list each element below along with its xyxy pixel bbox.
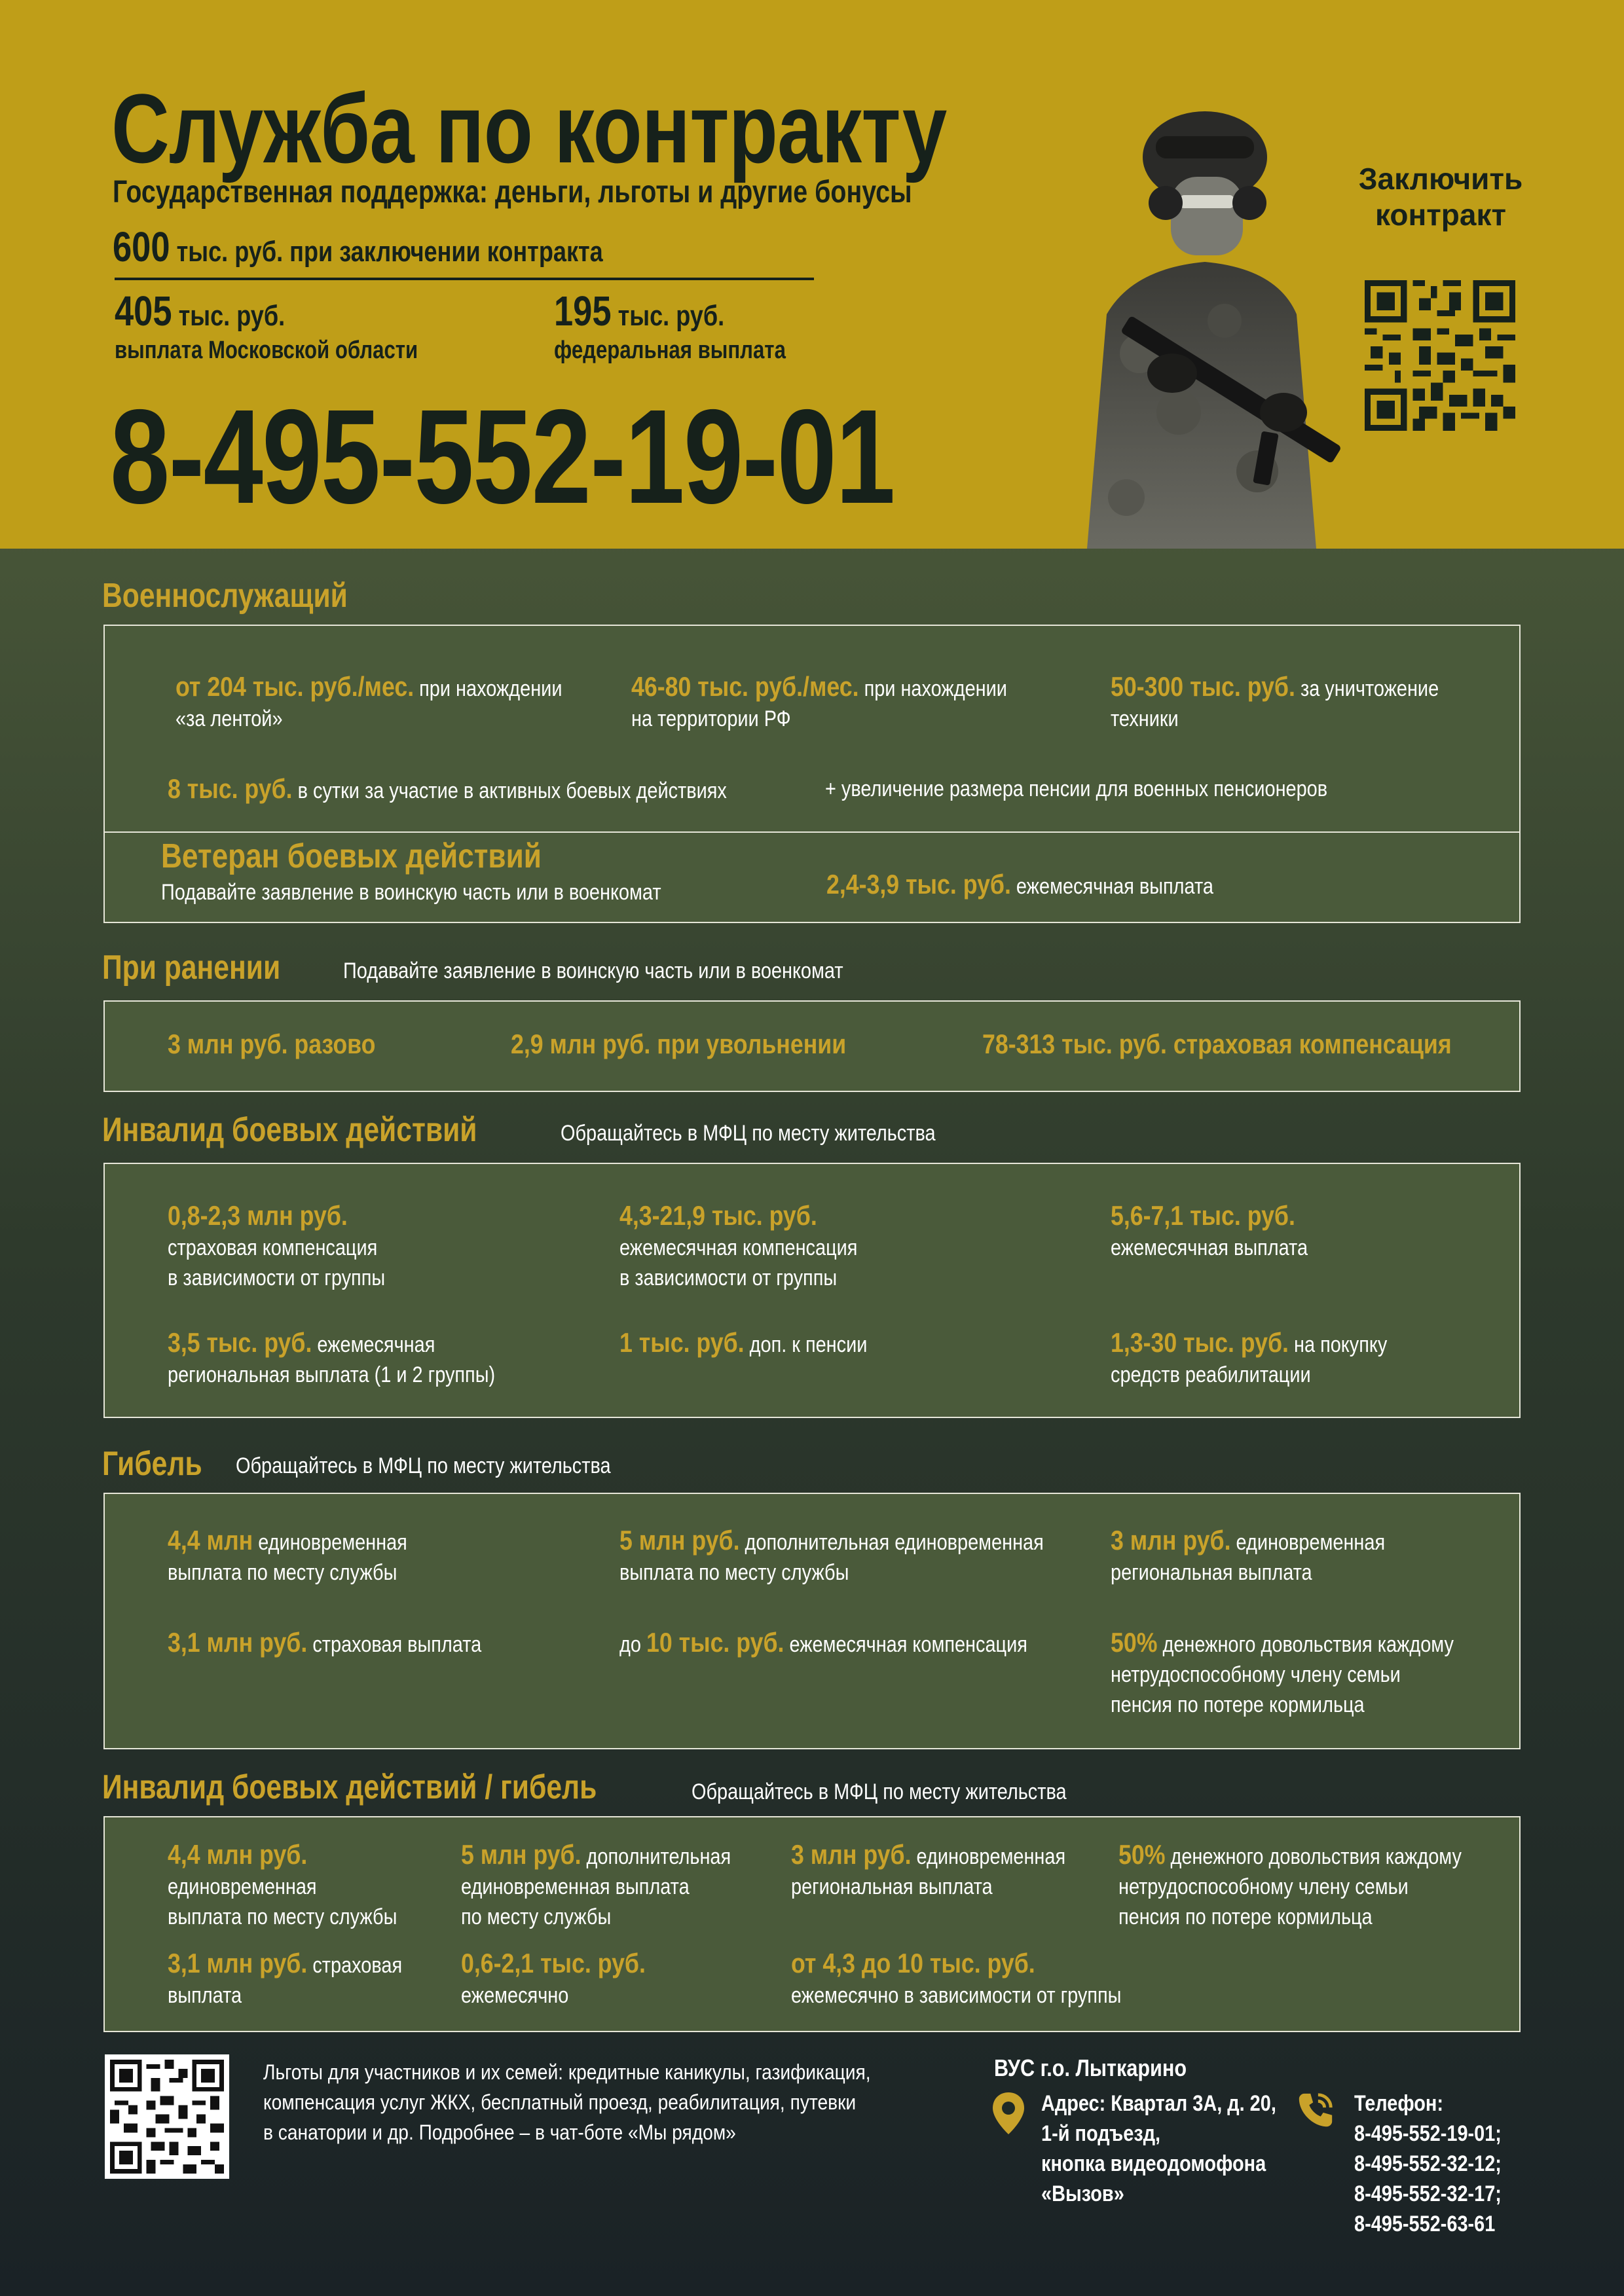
benefit-item: 2,4-3,9 тыс. руб. ежемесячная выплата <box>826 869 1213 900</box>
benefit-item: 3 млн руб. единовременная региональная выплата <box>791 1839 1066 1899</box>
phone-icon <box>1295 2090 1336 2130</box>
soldier-image <box>1008 105 1375 549</box>
benefit-item: 4,4 млн единовременная выплата по месту службы <box>168 1525 407 1585</box>
cta-sign-contract[interactable]: Заключить контракт <box>1358 162 1523 232</box>
hotline-phone[interactable]: 8-495-552-19-01 <box>110 382 895 532</box>
qr-code-icon[interactable] <box>1365 280 1515 431</box>
benefit-item: 78-313 тыс. руб. страховая компенсация <box>982 1029 1452 1059</box>
benefit-item: 50% денежного довольствия каждому нетрудоспособному члену семьи пенсия по потере кормильца <box>1118 1839 1462 1929</box>
benefit-item: до 10 тыс. руб. ежемесячная компенсация <box>619 1627 1027 1658</box>
qr-code-icon[interactable] <box>105 2054 229 2179</box>
note-death: Обращайтесь в МФЦ по месту жительства <box>236 1453 611 1478</box>
panel-death <box>103 1493 1521 1749</box>
heading-disabled-death: Инвалид боевых действий / гибель <box>102 1768 597 1806</box>
benefit-item: 0,8-2,3 млн руб. страховая компенсация в зависимости от группы <box>168 1200 386 1290</box>
location-pin-icon <box>993 2092 1024 2134</box>
benefit-item: 3,1 млн руб. страховая выплата <box>168 1948 403 2008</box>
benefit-item: 3 млн руб. единовременная региональная выплата <box>1111 1525 1386 1585</box>
page-title: Служба по контракту <box>111 73 947 183</box>
benefit-item: 3 млн руб. разово <box>168 1029 376 1059</box>
note-wounded: Подавайте заявление в воинскую часть или в военкомат <box>343 958 843 983</box>
benefit-item: 1 тыс. руб. доп. к пенсии <box>619 1327 868 1358</box>
benefit-item: 2,9 млн руб. при увольнении <box>511 1029 847 1059</box>
heading-wounded: При ранении <box>102 949 281 987</box>
panel-serviceman <box>103 625 1521 923</box>
benefit-item: 5 млн руб. дополнительная единовременная выплата по месту службы <box>461 1839 731 1929</box>
veteran-note: Подавайте заявление в воинскую часть или в военкомат <box>161 880 661 905</box>
address: Адрес: Квартал 3А, д. 20, 1-й подъезд, кнопка видеодомофона «Вызов» <box>1041 2091 1276 2206</box>
phone-number[interactable]: 8-495-552-19-01; <box>1354 2121 1502 2146</box>
benefit-item: 1,3-30 тыс. руб. на покупку средств реабилитации <box>1111 1327 1388 1387</box>
federal-payment: 195 тыс. руб. федеральная выплата <box>554 287 786 364</box>
heading-disabled: Инвалид боевых действий <box>102 1111 477 1149</box>
moscow-payment: 405 тыс. руб. выплата Московской области <box>115 287 418 364</box>
benefit-item: от 204 тыс. руб./мес. при нахождении «за лентой» <box>175 671 563 731</box>
phone-list: Телефон: 8-495-552-19-01; 8-495-552-32-12; 8-495-552-32-17; 8-495-552-63-61 <box>1354 2088 1502 2239</box>
note-disabled-death: Обращайтесь в МФЦ по месту жительства <box>692 1779 1067 1804</box>
signing-bonus: 600 тыс. руб. при заключении контракта <box>113 223 603 270</box>
benefit-item: 46-80 тыс. руб./мес. при нахождении на территории РФ <box>631 671 1007 731</box>
benefit-item: 50% денежного довольствия каждому нетрудоспособному члену семьи пенсия по потере кормильца <box>1111 1627 1454 1717</box>
benefit-item: от 4,3 до 10 тыс. руб. ежемесячно в зависимости от группы <box>791 1948 1122 2008</box>
page-subtitle: Государственная поддержка: деньги, льготы и другие бонусы <box>113 175 912 210</box>
panel-disabled <box>103 1163 1521 1418</box>
panel-disabled-death <box>103 1816 1521 2032</box>
heading-serviceman: Военнослужащий <box>102 577 348 615</box>
benefit-item: 4,3-21,9 тыс. руб. ежемесячная компенсация в зависимости от группы <box>619 1200 858 1290</box>
org-name: ВУС г.о. Лыткарино <box>994 2054 1187 2081</box>
panel-wounded <box>103 1000 1521 1092</box>
note-disabled: Обращайтесь в МФЦ по месту жительства <box>561 1121 936 1146</box>
divider <box>115 278 814 280</box>
benefit-item: 5 млн руб. дополнительная единовременная выплата по месту службы <box>619 1525 1044 1585</box>
benefit-item: 50-300 тыс. руб. за уничтожение техники <box>1111 671 1439 731</box>
benefit-item: + увеличение размера пенсии для военных пенсионеров <box>825 776 1328 801</box>
divider <box>105 831 1519 833</box>
benefit-item: 3,1 млн руб. страховая выплата <box>168 1627 482 1658</box>
benefit-item: 3,5 тыс. руб. ежемесячная региональная выплата (1 и 2 группы) <box>168 1327 496 1387</box>
benefits-info: Льготы для участников и их семей: кредитные каникулы, газификация, компенсация услуг ЖКХ, бесплатный проезд, реабилитация, путевки в санатории и др. Подробнее – в чат-боте «Мы рядом» <box>263 2060 871 2144</box>
benefit-item: 4,4 млн руб. единовременная выплата по месту службы <box>168 1839 397 1929</box>
header-banner <box>0 0 1624 549</box>
benefit-item: 5,6-7,1 тыс. руб. ежемесячная выплата <box>1111 1200 1308 1260</box>
phone-number[interactable]: 8-495-552-32-17; <box>1354 2181 1502 2206</box>
phone-number[interactable]: 8-495-552-32-12; <box>1354 2151 1502 2176</box>
benefit-item: 8 тыс. руб. в сутки за участие в активных боевых действиях <box>168 773 727 804</box>
veteran-heading: Ветеран боевых действий <box>161 837 542 875</box>
phone-number[interactable]: 8-495-552-63-61 <box>1354 2212 1496 2236</box>
benefit-item: 0,6-2,1 тыс. руб. ежемесячно <box>461 1948 646 2008</box>
heading-death: Гибель <box>102 1445 202 1483</box>
